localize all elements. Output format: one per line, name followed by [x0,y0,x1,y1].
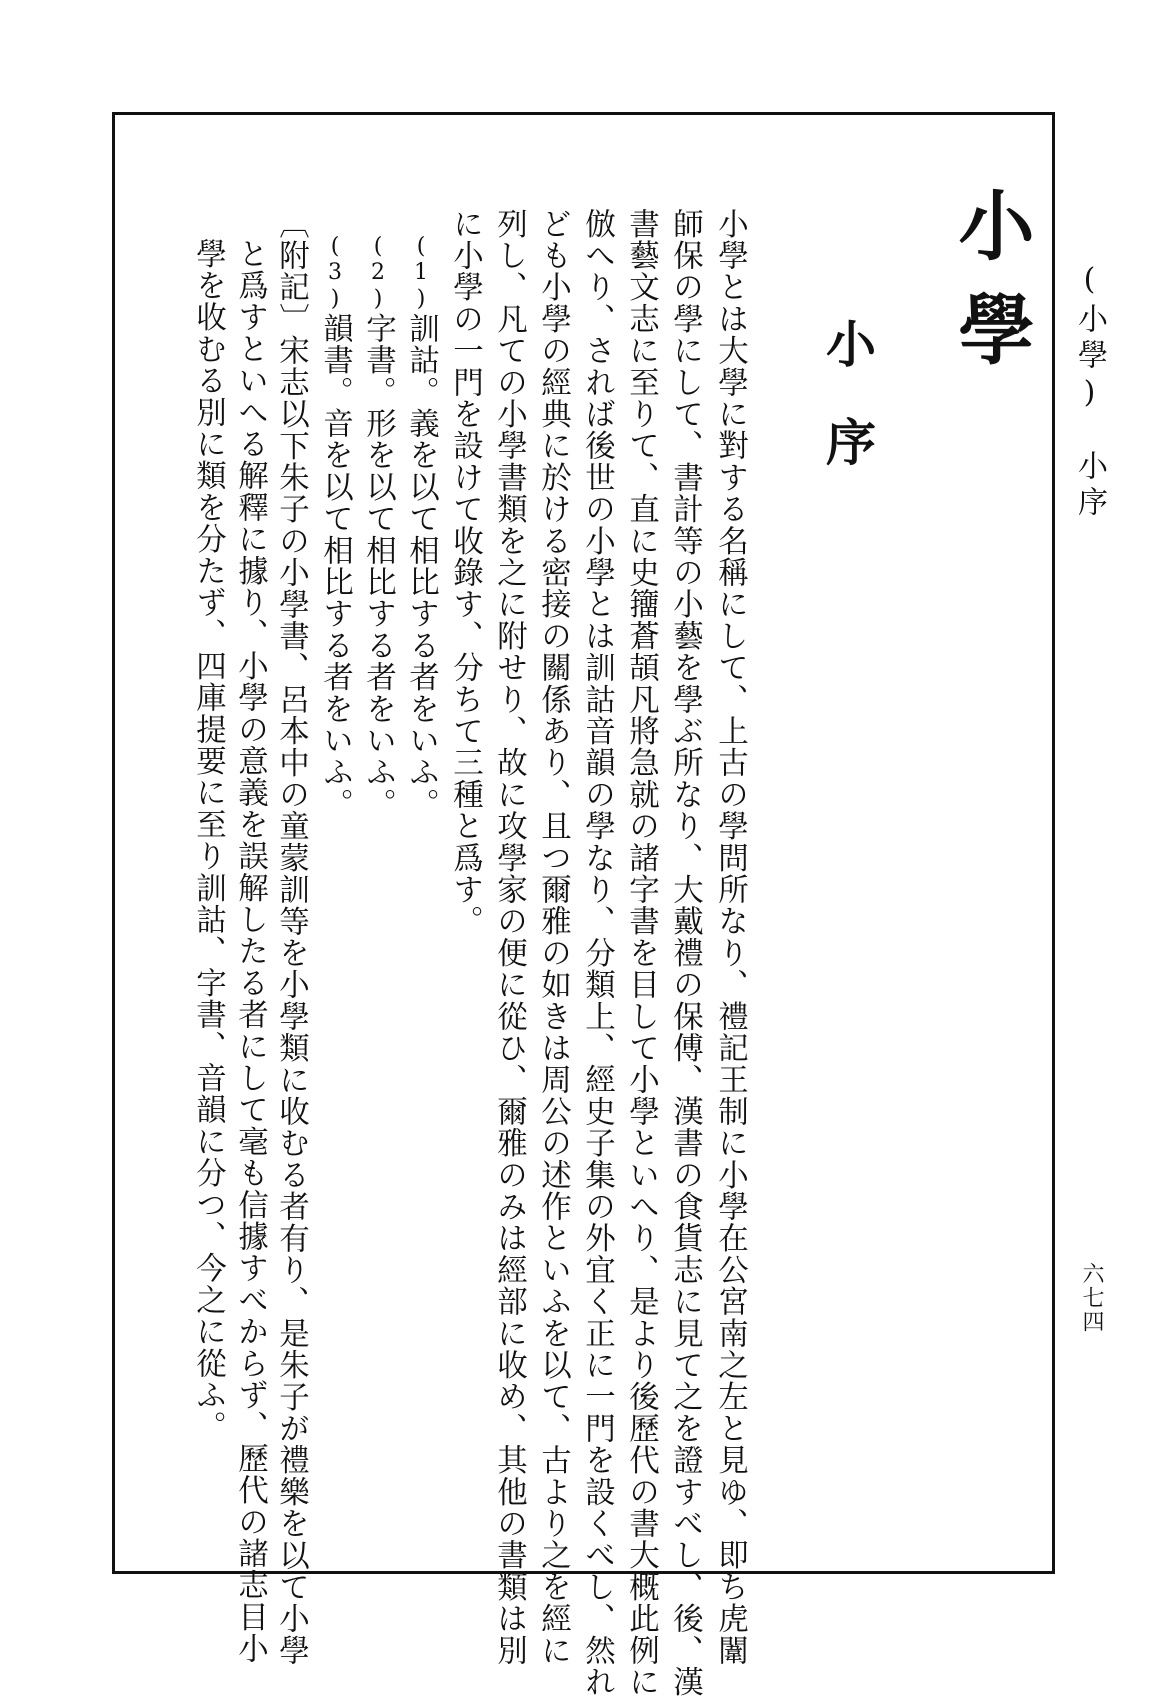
running-head-chapter: 小學 [1072,303,1107,375]
running-head-bracket-open: ( [1072,262,1107,303]
category-text: 訓詁。義を以て相比する者をいふ。 [403,312,439,820]
body-column-4: 倣へり、されば後世の小學とは訓詁音韻の學なり、分類上、經史子集の外宜く正に一門を設くべし、然れ [579,208,615,1698]
category-text: 韻書。音を以て相比する者をいふ。 [317,312,353,820]
note-label: 〔附記〕 [273,208,309,335]
body-column-5: ども小學の經典に於ける密接の關係あり、且つ爾雅の如きは周公の述作といふを以て、古より之を經に [535,208,571,1667]
body-column-1: 小學とは大學に對する名稱にして、上古の學問所なり、禮記王制に小學在公宮南之左と見ゆ、即ち虎闈 [712,208,748,1667]
body-column-3: 書藝文志に至りて、直に史籒蒼頡凡將急就の諸字書を目して小學といへり、是より後歷代の書大概此例に [623,208,659,1698]
category-item [317,234,353,820]
running-head-section: 小序 [1072,450,1107,522]
body-column-7: に小學の一門を設けて收錄す、分ちて三種と爲す。 [447,208,483,938]
page-number: 六七四 [1079,1262,1104,1334]
category-number: (3) [322,234,348,313]
body-column-2: 師保の學にして、書計等の小藝を學ぶ所なり、大戴禮の保傅、漢書の食貨志に見て之を證すべし、後、漢 [667,208,703,1698]
running-head-bracket-close: ) [1072,375,1107,416]
note-column-1 [273,208,309,1667]
note-text: 宋志以下朱子の小學書、呂本中の童蒙訓等を小學類に收むる者有り、是朱子が禮樂を以て小學 [273,334,309,1667]
body-column-6: 列し、凡ての小學書類を之に附せり、故に攻學家の便に從ひ、爾雅のみは經部に收め、其他の書類は別 [491,208,527,1667]
category-item [403,234,439,820]
category-text: 字書。形を以て相比する者をいふ。 [360,312,396,820]
category-number: (2) [365,234,391,313]
section-title: 小序 [818,318,877,514]
note-column-2: と爲すといへる解釋に據り、小學の意義を誤解したる者にして毫も信據すべからず、歷代の諸志目小 [232,238,268,1665]
category-number: (1) [408,234,434,313]
category-item [360,234,396,820]
chapter-title: 小學 [946,186,1035,394]
running-head [1072,262,1107,522]
note-column-3: 學を收むる別に類を分たず、四庫提要に至り訓詁、字書、音韻に分つ、今之に從ふ。 [190,238,226,1443]
